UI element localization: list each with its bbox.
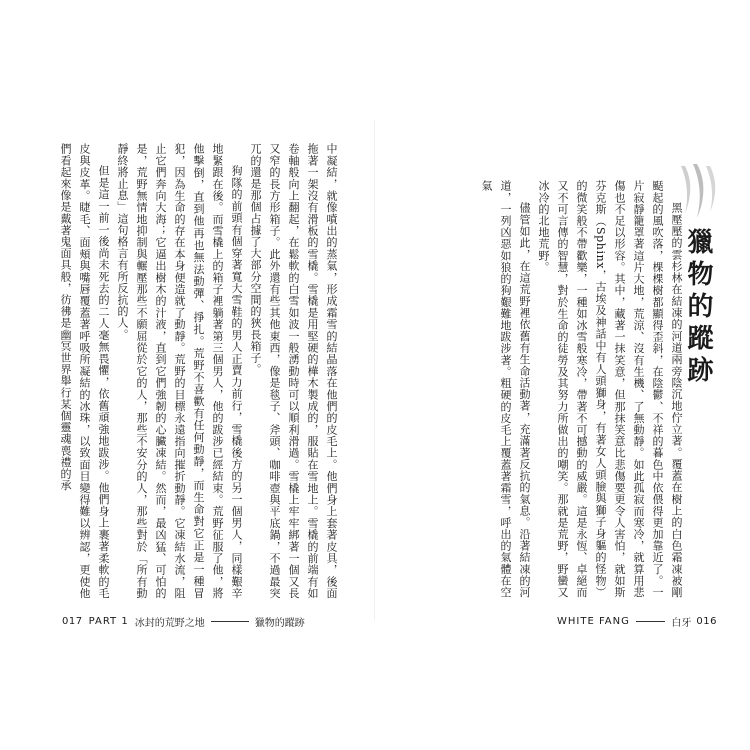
left-page-body	[59, 143, 341, 599]
paragraph: 黑壓壓的雲杉林在結凍的河道兩旁陰沉地佇立著。覆蓋在樹上的白色霜凍被剛颳起的風吹落，棵棵樹都顯得歪斜，在陰鬱、不祥的暮色中依偎得更加靠近了。一片寂靜籠罩著這片大地，荒涼、沒有生機、了無動靜。如此孤寂而寒冷，就算用悲傷也不足以形容。其中，藏著一抹笑意，但那抹笑意比悲傷要更令人害怕，就如斯芬克斯（Sphinx，古埃及神話中有人頭獅身，有著女人頭臉與獅子身軀的怪物）的微笑般不帶歡樂，一種如冰雪般寒冷，帶著不可撼動的威嚴。這是永恆、卓絕而又不可言傳的智慧，對於生命的徒勞及其努力所做出的嘲笑。那就是荒野，野蠻又冰冷的北地荒野。	[537, 180, 683, 598]
book-title-en: WHITE FANG	[557, 615, 630, 627]
running-chapter-title: 獵物的蹤跡	[254, 617, 305, 629]
right-page-footer	[557, 613, 717, 629]
page-number-right: 016	[696, 615, 717, 627]
footer-rule	[211, 621, 249, 622]
part-label: PART 1	[88, 615, 129, 627]
paragraph: 但是這一前一後尚未死去的二人毫無畏懼，依舊頑強地跋涉。他們身上裹著柔軟的毛皮與皮革。睫毛、面頰與嘴唇覆蓋著呼吸所凝結的冰珠，以致面目變得難以辨認，更使他們看起來像是戴著鬼面具般，彷彿是幽冥世界舉行某個靈魂喪禮的承	[59, 143, 110, 599]
right-page-body	[456, 180, 686, 598]
right-page	[375, 0, 750, 750]
claw-scratch-icon	[675, 162, 725, 222]
footer-rule	[636, 621, 666, 622]
paragraph: 中凝結，就像噴出的蒸氣，形成霜雪的結晶落在他們的皮毛上。他們身上套著皮具，後面拖著一架沒有滑板的雪橇。雪橇是用堅硬的樺木製成的，服貼在雪地上。雪橇的前端有如卷軸般向上翻起，在鬆軟的白雪如波一般湧動時可以順利滑過。雪橇上牢牢綁著一個又長又窄的長方形箱子。此外還有些其他東西，像是毯子、斧頭、咖啡壺與平底鍋，不過最突兀的還是那個占據了大部分空間的狹長箱子。	[249, 143, 338, 599]
left-page-footer	[62, 613, 338, 629]
book-title-zh: 白牙	[671, 617, 692, 629]
chapter-title: 獵物的蹤跡	[683, 228, 713, 388]
paragraph: 儘管如此，在這荒野裡依舊有生命活動著，充滿著反抗的氣息。沿著結凍的河道，一列凶惡如狼的狗艱難地跋涉著。粗硬的皮毛上覆蓋著霜雪，呼出的氣體在空氣	[480, 180, 531, 598]
part-title: 冰封的荒野之地	[134, 617, 205, 629]
page-number-left: 017	[62, 615, 83, 627]
paragraph: 狗隊的前頭有個穿著寬大雪鞋的男人正賣力前行，雪橇後方的另一個男人，同樣艱辛地緊跟在後。而雪橇上的箱子裡躺著第三個男人，他的跋涉已經結束。荒野征服了他，將他擊倒，直到他再也無法動彈、掙扎。荒野不喜歡有任何動靜，而生命對它正是一種冒犯，因為生命的存在本身便造就了動靜。荒野的目標永遠指向摧折動靜。它凍結水流，阻止它們奔向大海；它逼出樹木的汁液，直到它們強韌的心臟凍結。然而，最凶猛、可怕的是，荒野無情地抑制與輾壓那些不願屈從於它的人，那些不安分的人，那些對於「所有動靜終將止息」這句格言有所反抗的人。	[116, 143, 243, 599]
